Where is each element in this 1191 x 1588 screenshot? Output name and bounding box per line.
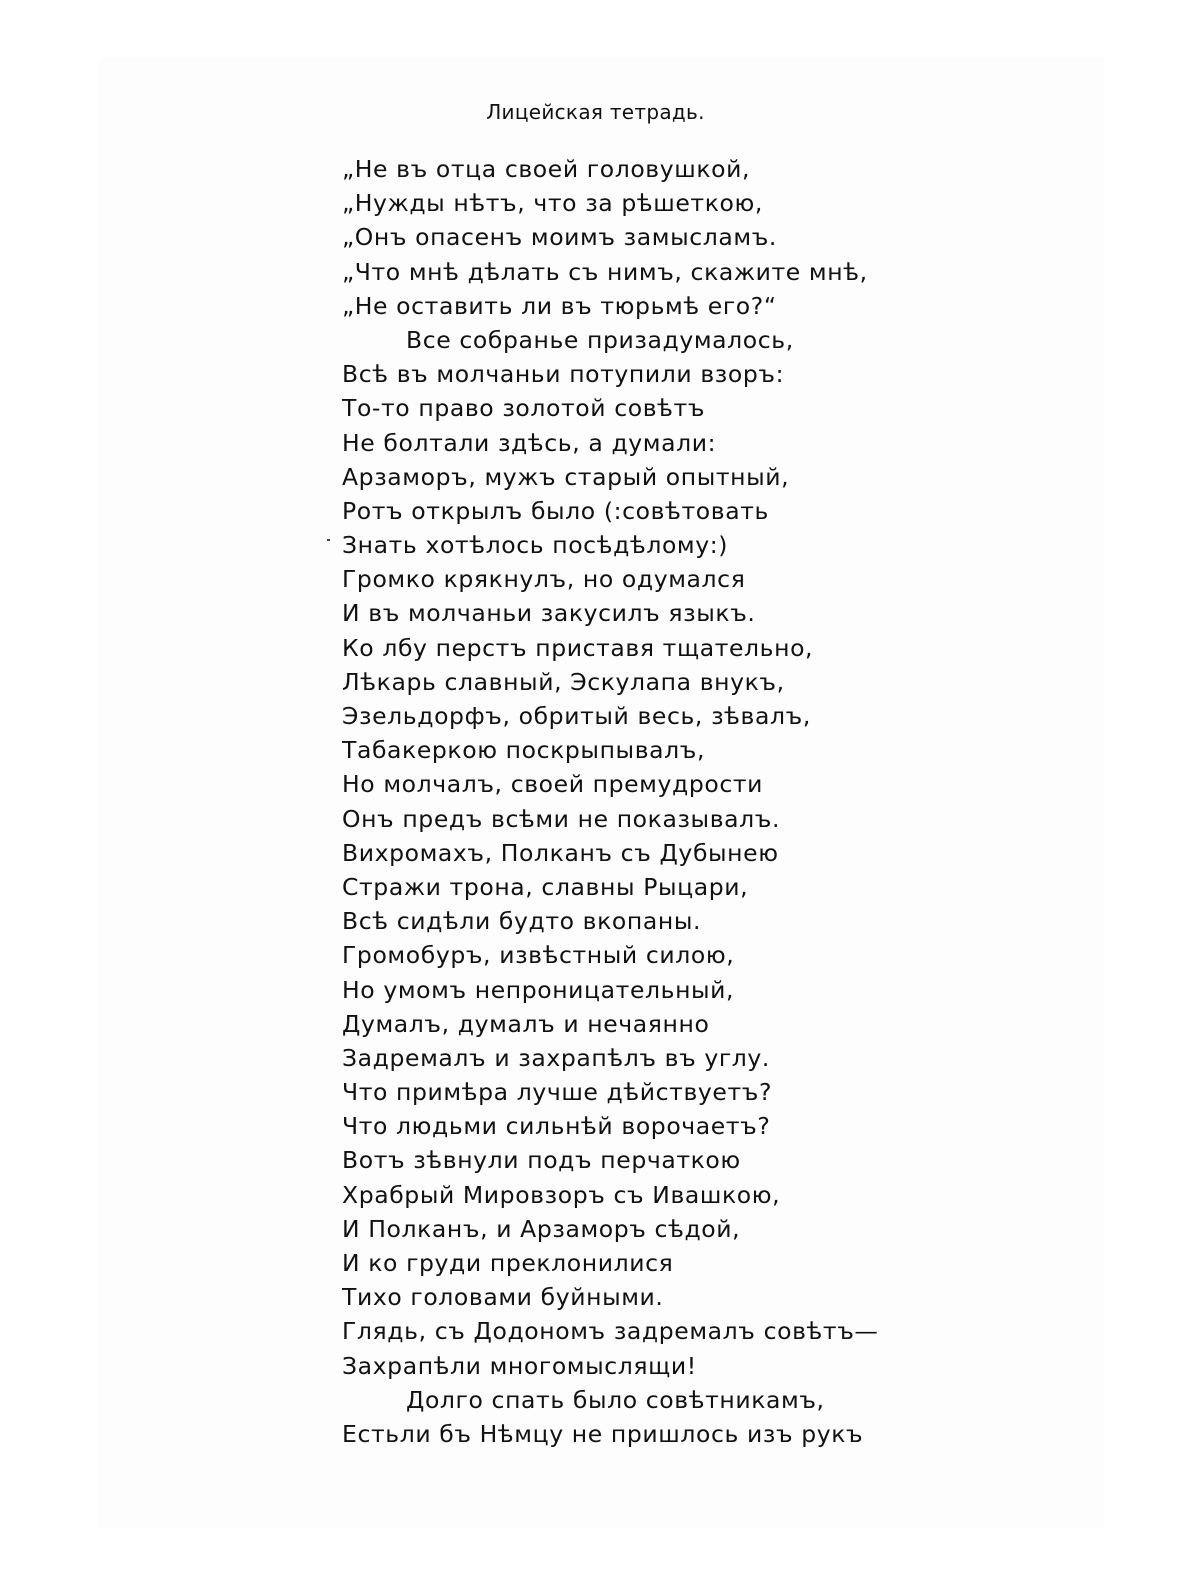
poem-line: Все собранье призадумалось, (406, 325, 794, 354)
poem-line: Лѣкарь славный, Эскулапа внукъ, (342, 667, 785, 696)
poem-line: Знать хотѣлось посѣдѣлому:) (342, 531, 729, 560)
poem-line: И въ молчаньи закусилъ языкъ. (342, 599, 756, 628)
poem-line: Вотъ зѣвнули подъ перчаткою (342, 1146, 741, 1175)
poem-line: То-то право золотой совѣтъ (342, 394, 706, 423)
poem-line: Ко лбу перстъ приставя тщательно, (342, 633, 814, 662)
poem-line: Не болтали здѣсь, а думали: (342, 428, 717, 457)
poem-line: Ротъ открылъ было (:совѣтовать (342, 496, 769, 525)
poem-line: „Не въ отца своей головушкой, (342, 155, 751, 183)
poem-body (342, 152, 879, 1451)
poem-line: „Нужды нѣтъ, что за рѣшеткою, (342, 189, 763, 218)
poem-line: Арзаморъ, мужъ старый опытный, (342, 462, 790, 491)
poem-line: „Не оставить ли въ тюрьмѣ его?“ (342, 291, 777, 320)
poem-line: Всѣ сидѣли будто вкопаны. (342, 907, 702, 936)
poem-line: Что примѣра лучше дѣйствуетъ? (342, 1078, 773, 1107)
poem-line: Задремалъ и захрапѣлъ въ углу. (342, 1043, 770, 1072)
poem-line: Табакеркою поскрыпывалъ, (342, 736, 706, 765)
poem-line: Громобуръ, извѣстный силою, (342, 941, 735, 970)
poem-line: Глядь, съ Додономъ задремалъ совѣтъ— (342, 1317, 879, 1346)
poem-line: Вихромахъ, Полканъ съ Дубынею (342, 838, 779, 867)
poem-line: Но умомъ непроницательный, (342, 975, 735, 1004)
poem-line: „Онъ опасенъ моимъ замысламъ. (342, 223, 777, 252)
poem-line: „Что мнѣ дѣлать съ нимъ, скажите мнѣ, (342, 257, 868, 286)
poem-line: Всѣ въ молчаньи потупили взоръ: (342, 360, 785, 389)
running-head: Лицейская тетрадь. (486, 100, 705, 124)
poem-line: Но молчалъ, своей премудрости (342, 770, 764, 799)
ink-speck (327, 539, 330, 541)
poem-line: Естьли бъ Нѣмцу не пришлось изъ рукъ (342, 1419, 864, 1448)
poem-line: Эзельдорфъ, обритый весь, зѣвалъ, (342, 702, 811, 730)
poem-line: Храбрый Мировзоръ съ Ивашкою, (342, 1180, 781, 1209)
poem-line: Что людьми сильнѣй ворочаетъ? (342, 1112, 771, 1141)
poem-line: И ко груди преклонилися (342, 1249, 674, 1277)
poem-line: Онъ предъ всѣми не показывалъ. (342, 804, 781, 833)
poem-line: Стражи трона, славны Рыцари, (342, 872, 749, 901)
poem-line: Тихо головами буйными. (342, 1283, 664, 1312)
poem-line: Захрапѣли многомыслящи! (342, 1351, 697, 1380)
poem-line: Думалъ, думалъ и нечаянно (342, 1009, 710, 1038)
poem-line: И Полканъ, и Арзаморъ сѣдой, (342, 1214, 741, 1243)
poem-line: Долго спать было совѣтникамъ, (406, 1385, 825, 1414)
poem-line: Громко крякнулъ, но одумался (342, 565, 746, 594)
